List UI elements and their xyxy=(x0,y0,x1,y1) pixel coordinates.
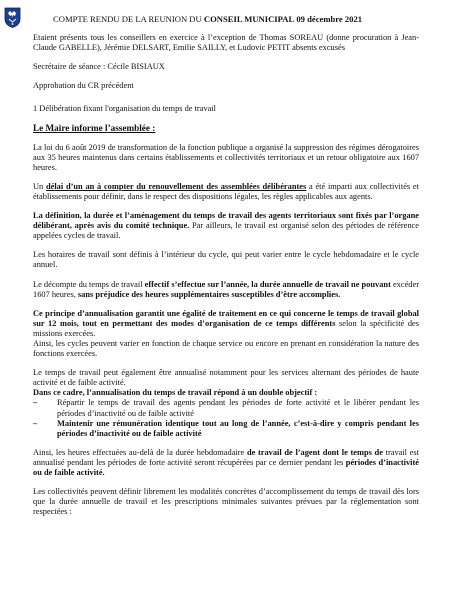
paragraph-overtime xyxy=(33,448,419,478)
mayor-heading-text: Le Maire informe l’assemblée : xyxy=(33,123,156,134)
header-council-name: CONSEIL MUNICIPAL xyxy=(203,14,295,24)
report-header xyxy=(53,14,448,24)
paragraph-principle xyxy=(33,309,419,339)
paragraph-count-pre: Le décompte du temps de travail xyxy=(33,279,145,289)
paragraph-law: La loi du 6 août 2019 de transformation de la fonction publique a organisé la suppression des régimes dérogatoires aux 35 heures maintenus dans certains établissements et collectivités territoriaux et un retour obligatoire aux 1607 heures. xyxy=(33,142,419,172)
paragraph-definition xyxy=(33,211,419,241)
paragraph-definition-post: Par ailleurs, le travail est organisé selon des périodes de référence appelées cycles de travail. xyxy=(33,221,419,241)
paragraph-definition-bold: La définition, la durée et l’aménagement du temps de travail des agents territoriaux sont fixés par l’organe délibérant, après avis du comité technique. xyxy=(33,211,419,231)
paragraph-count-bold1: effectif s’effectue sur l’année, la durée annuelle de travail ne pouvant xyxy=(144,279,391,289)
objectives-list xyxy=(33,398,419,438)
paragraph-delay-pre: Un xyxy=(33,181,46,191)
paragraph-count-mid: excéder 1607 heures, xyxy=(33,279,419,299)
header-title-prefix: COMPTE RENDU DE LA REUNION DU xyxy=(53,14,202,24)
municipal-crest-logo xyxy=(4,7,21,28)
paragraph-count xyxy=(33,280,419,300)
paragraph-principle-post: selon la spécificité des missions exercées. xyxy=(33,318,419,338)
list-item: – Répartir le temps de travail des agents pendant les périodes de forte activité et le libérer pendant les périodes d’inactivité ou de faible activité xyxy=(33,398,419,418)
paragraph-overtime-bold2: périodes d’inactivité ou de faible activité. xyxy=(33,457,419,477)
item-title: 1 Délibération fixant l'organisation du temps de travail xyxy=(33,104,216,114)
paragraph-delay-post: a été imparti aux collectivités et établissements pour définir, dans le respect des dispositions légales, les règles applicables aux agents. xyxy=(33,181,419,201)
paragraph-cycles: Ainsi, les cycles peuvent varier en fonction de chaque service ou encore en prenant en considération la nature des fonctions exercées. xyxy=(33,338,419,359)
paragraph-delay xyxy=(33,182,419,202)
mayor-heading xyxy=(33,123,419,133)
paragraph-double-objective: Dans ce cadre, l’annualisation du temps de travail répond à un double objectif : xyxy=(33,388,318,398)
paragraph-hours: Les horaires de travail sont définis à l’intérieur du cycle, qui peut varier entre le cycle hebdomadaire et le cycle annuel. xyxy=(33,250,419,270)
paragraph-annualised: Le temps de travail peut également être annualisé notamment pour les services alternant des périodes de haute activité et de faible activité. xyxy=(33,368,419,388)
paragraph-principle-bold: Ce principe d’annualisation garantit une égalité de traitement en ce qui concerne le temps de travail global sur 12 mois, tout en permettant des modes d’organisation de ce temps différents xyxy=(33,308,419,328)
secretary-line: Secrétaire de séance : Cécile BISIAUX xyxy=(33,62,165,72)
paragraph-overtime-pre: Ainsi, les heures effectuées au-delà de la durée hebdomadaire xyxy=(33,447,247,457)
paragraph-delay-bold: délai d’un an à compter du renouvellement des assemblées délibérantes xyxy=(45,181,307,191)
paragraph-overtime-bold: de travail de l’agent dont le temps de xyxy=(246,447,383,457)
list-item: – Maintenir une rémunération identique tout au long de l’année, c’est-à-dire y compris pendant les périodes d’inactivité ou de faible activité xyxy=(33,419,419,439)
paragraph-overtime-mid: travail est annualisé pendant les périodes de forte activité seront récupérées par ce dernier pendant les xyxy=(33,447,419,467)
header-date: 09 décembre 2021 xyxy=(296,14,363,24)
attendance-paragraph: Etaient présents tous les conseillers en exercice à l’exception de Thomas SOREAU (donne procuration à Jean-Claude GABELLE), Jérémie DELSART, Emilie SAILLY, et Ludovic PETIT absents excusés xyxy=(33,33,419,53)
paragraph-count-bold2: sans préjudice des heures supplémentaires susceptibles d’être accomplies. xyxy=(77,289,341,299)
approval-line: Approbation du CR précédent xyxy=(33,81,134,91)
report-body xyxy=(33,33,419,517)
paragraph-modalities: Les collectivités peuvent définir librement les modalités concrètes d’accomplissement du temps de travail dès lors que la durée annuelle de travail et les prescriptions minimales suivantes prévues par la réglementation sont respectées : xyxy=(33,487,419,517)
